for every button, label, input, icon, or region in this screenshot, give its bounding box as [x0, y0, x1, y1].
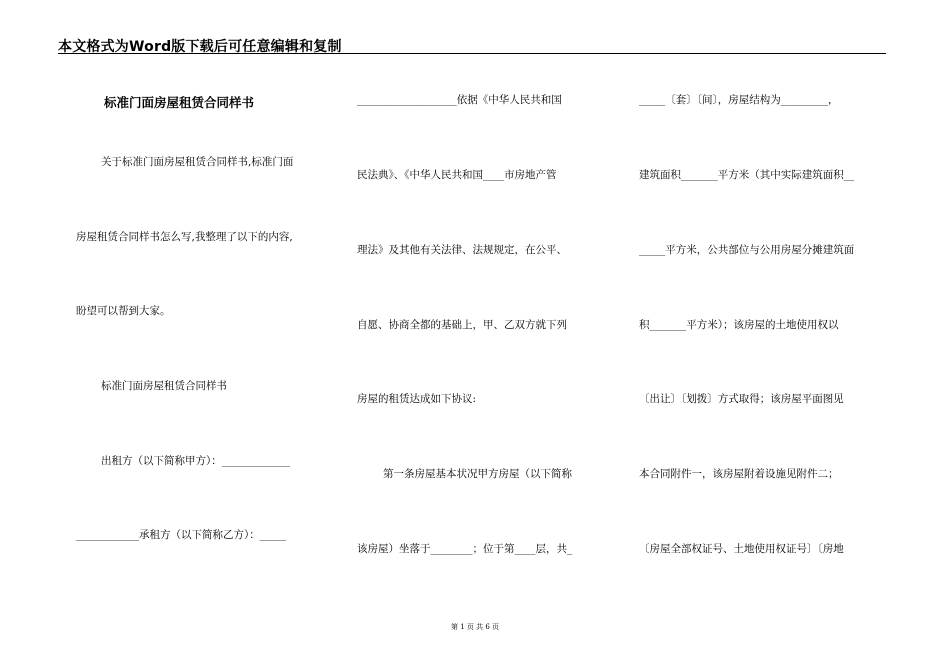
col3-line-3: _____平方米，公共部位与公用房屋分摊建筑面	[639, 244, 855, 256]
col2-line-5: 房屋的租赁达成如下协议:	[357, 393, 477, 405]
document-banner: 本文格式为Word版下载后可任意编辑和复制	[58, 39, 342, 55]
col2-line-2: 民法典》、《中华人民共和国____市房地产管	[357, 169, 557, 181]
col3-line-2: 建筑面积_______平方米（其中实际建筑面积__	[639, 169, 855, 181]
col1-line-5: 出租方（以下简称甲方）：_____________	[101, 455, 290, 467]
col2-line-7: 该房屋）坐落于________；位于第____层，共_	[357, 543, 573, 555]
col3-line-1: _____〔套〕〔间〕，房屋结构为_________，	[639, 94, 839, 106]
col1-line-4: 标准门面房屋租赁合同样书	[101, 380, 227, 392]
col3-line-5: 〔出让〕〔划拨〕方式取得；该房屋平面图见	[639, 393, 844, 405]
header-rule	[58, 53, 886, 54]
col1-line-1: 关于标准门面房屋租赁合同样书,标准门面	[101, 156, 294, 168]
col1-line-3: 盼望可以帮到大家。	[76, 305, 171, 317]
page-number: 第 1 页 共 6 页	[450, 623, 500, 631]
col2-line-1: ___________________依据《中华人民共和国	[357, 94, 562, 106]
col2-line-3: 理法》及其他有关法律、法规规定，在公平、	[357, 244, 567, 256]
col3-line-7: 〔房屋全部权证号、土地使用权证号〕〔房地	[639, 543, 844, 555]
col1-line-2: 房屋租赁合同样书怎么写,我整理了以下的内容,	[76, 231, 293, 243]
col1-line-6: ____________承租方（以下简称乙方）：_____	[76, 529, 286, 541]
col2-line-4: 自愿、协商全都的基础上，甲、乙双方就下列	[357, 319, 567, 331]
col3-line-4: 积_______平方米）；该房屋的土地使用权以	[639, 319, 839, 331]
col2-line-6: 第一条房屋基本状况甲方房屋（以下简称	[383, 468, 572, 480]
col3-line-6: 本合同附件一，该房屋附着设施见附件二；	[639, 468, 839, 480]
document-title: 标准门面房屋租赁合同样书	[104, 95, 255, 110]
